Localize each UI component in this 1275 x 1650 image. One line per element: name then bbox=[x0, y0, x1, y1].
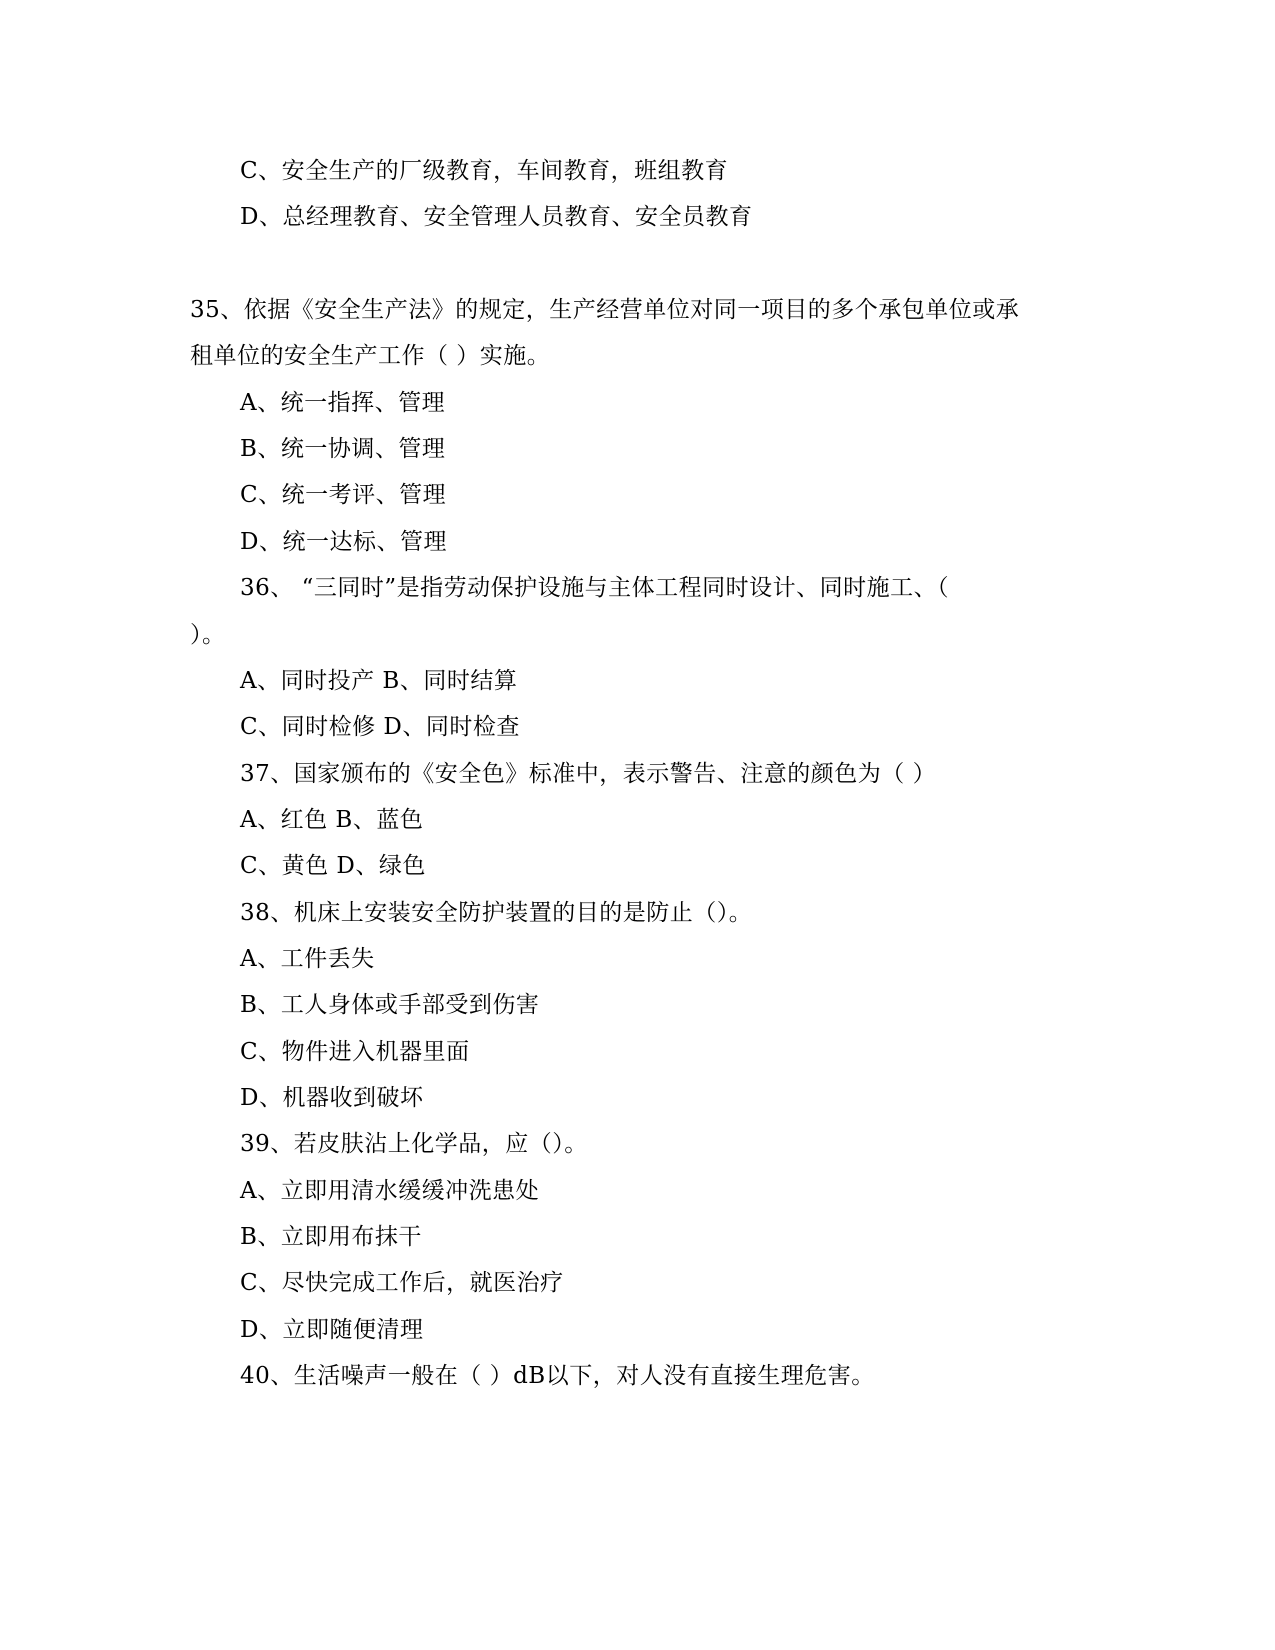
q35-stem-line2: 租单位的安全生产工作（ ）实施。 bbox=[190, 343, 551, 369]
q39-option-c: C、尽快完成工作后，就医治疗 bbox=[240, 1270, 564, 1296]
q34-option-d: D、总经理教育、安全管理人员教育、安全员教育 bbox=[240, 204, 753, 230]
q37-options-cd: C、黄色 D、绿色 bbox=[240, 853, 426, 879]
q34-option-c: C、安全生产的厂级教育，车间教育，班组教育 bbox=[240, 158, 729, 184]
q36-stem-line1: 36、 “三同时”是指劳动保护设施与主体工程同时设计、同时施工、（ bbox=[240, 575, 950, 601]
q36-stem-line2: ）。 bbox=[190, 622, 226, 648]
q39-option-a: A、立即用清水缓缓冲洗患处 bbox=[240, 1178, 540, 1204]
q38-option-a: A、工件丢失 bbox=[240, 946, 375, 972]
q37-stem: 37、国家颁布的《安全色》标准中，表示警告、注意的颜色为（ ） bbox=[240, 761, 937, 787]
q35-option-a: A、统一指挥、管理 bbox=[240, 390, 446, 416]
q38-option-c: C、物件进入机器里面 bbox=[240, 1039, 470, 1065]
q35-option-b: B、统一协调、管理 bbox=[240, 436, 446, 462]
q35-stem-line1: 35、依据《安全生产法》的规定，生产经营单位对同一项目的多个承包单位或承 bbox=[190, 297, 1020, 323]
q35-option-c: C、统一考评、管理 bbox=[240, 482, 447, 508]
q35-option-d: D、统一达标、管理 bbox=[240, 529, 447, 555]
q39-option-d: D、立即随便清理 bbox=[240, 1317, 424, 1343]
q40-stem: 40、生活噪声一般在（ ）dB以下，对人没有直接生理危害。 bbox=[240, 1363, 875, 1389]
q36-options-ab: A、同时投产 B、同时结算 bbox=[240, 668, 518, 694]
q37-options-ab: A、红色 B、蓝色 bbox=[240, 807, 424, 833]
q39-stem: 39、若皮肤沾上化学品，应（）。 bbox=[240, 1131, 588, 1157]
q38-option-b: B、工人身体或手部受到伤害 bbox=[240, 992, 540, 1018]
q38-option-d: D、机器收到破坏 bbox=[240, 1085, 424, 1111]
q38-stem: 38、机床上安装安全防护装置的目的是防止（）。 bbox=[240, 900, 753, 926]
q39-option-b: B、立即用布抹干 bbox=[240, 1224, 422, 1250]
q36-options-cd: C、同时检修 D、同时检查 bbox=[240, 714, 520, 740]
